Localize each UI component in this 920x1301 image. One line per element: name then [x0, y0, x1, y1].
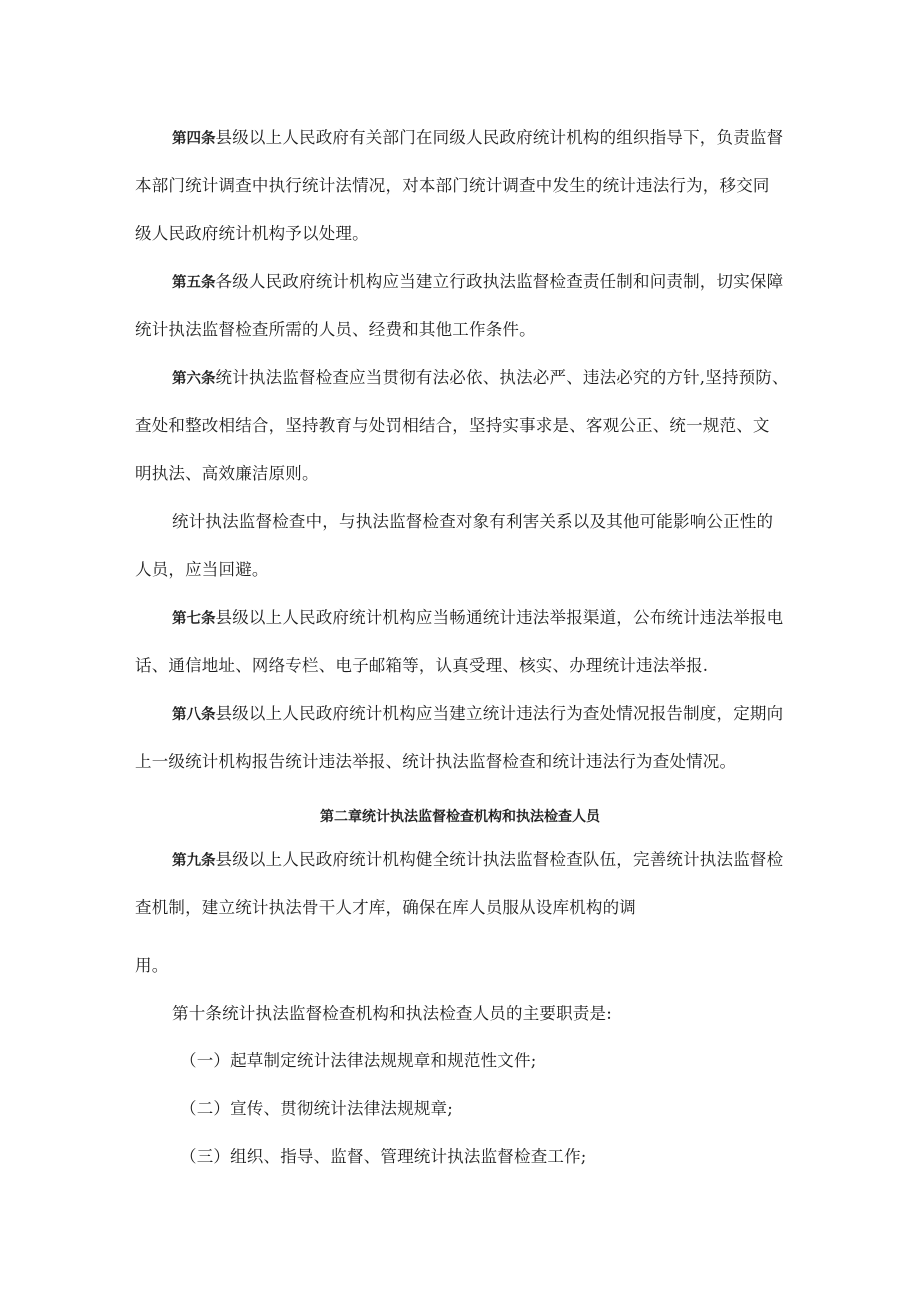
- article-7-number: 第七条: [172, 611, 216, 627]
- article-6-line-2: 查处和整改相结合，坚持教育与处罚相结合，坚持实事求是、客观公正、统一规范、文: [135, 416, 770, 435]
- article-4-line-3: 级人民政府统计机构予以处理。: [135, 224, 369, 243]
- article-4-line-1: [172, 127, 783, 150]
- article-4-number: 第四条: [172, 131, 216, 147]
- article-7-line-2: 话、通信地址、网络专栏、电子邮箱等，认真受理、核实、办理统计违法举报.: [135, 656, 709, 675]
- article-8-line-2: 上一级统计机构报告统计违法举报、统计执法监督检查和统计违法行为查处情况。: [135, 752, 737, 771]
- article-6-text-1: 统计执法监督检查应当贯彻有法必依、执法必严、违法必究的方针,坚持预防、: [215, 368, 789, 387]
- chapter-2-heading: 第二章统计执法监督检查机构和执法检查人员: [320, 809, 600, 825]
- article-9-text-1: 县级以上人民政府统计机构健全统计执法监督检查队伍，完善统计执法监督检: [215, 850, 784, 869]
- article-7-text-1: 县级以上人民政府统计机构应当畅通统计违法举报渠道，公布统计违法举报电: [215, 608, 784, 627]
- article-8-line-1: [172, 703, 783, 726]
- article-10-item-2: （二）宣传、贯彻统计法律法规规章;: [180, 1099, 453, 1118]
- article-10-item-3: （三）组织、指导、监督、管理统计执法监督检查工作;: [180, 1147, 587, 1166]
- avoidance-line-1: 统计执法监督检查中，与执法监督检查对象有利害关系以及其他可能影响公正性的: [172, 512, 774, 531]
- article-10-item-1: （一）起草制定统计法律法规规章和规范性文件;: [180, 1051, 537, 1070]
- article-6-line-1: [172, 367, 789, 390]
- article-8-text-1: 县级以上人民政府统计机构应当建立统计违法行为查处情况报告制度，定期向: [215, 704, 784, 723]
- article-9-line-2: 查机制，建立统计执法骨干人才库，确保在库人员服从设库机构的调: [135, 898, 636, 917]
- article-9-line-1: [172, 849, 783, 872]
- article-4-text-1: 县级以上人民政府有关部门在同级人民政府统计机构的组织指导下，负责监督: [215, 128, 784, 147]
- article-5-line-2: 统计执法监督检查所需的人员、经费和其他工作条件。: [135, 320, 536, 339]
- article-5-line-1: [172, 271, 783, 294]
- article-10-line-1: 第十条统计执法监督检查机构和执法检查人员的主要职责是:: [172, 1004, 612, 1023]
- article-9-line-3: 用。: [135, 956, 169, 975]
- article-5-text-1: 各级人民政府统计机构应当建立行政执法监督检查责任制和问责制，切实保障: [215, 272, 784, 291]
- avoidance-line-2: 人员，应当回避。: [135, 560, 269, 579]
- article-9-number: 第九条: [172, 853, 216, 869]
- article-5-number: 第五条: [172, 275, 216, 291]
- article-7-line-1: [172, 607, 783, 630]
- article-6-line-3: 明执法、高效廉洁原则。: [135, 464, 319, 483]
- article-8-number: 第八条: [172, 707, 216, 723]
- article-6-number: 第六条: [172, 371, 216, 387]
- article-4-line-2: 本部门统计调查中执行统计法情况，对本部门统计调查中发生的统计违法行为，移交同: [135, 176, 770, 195]
